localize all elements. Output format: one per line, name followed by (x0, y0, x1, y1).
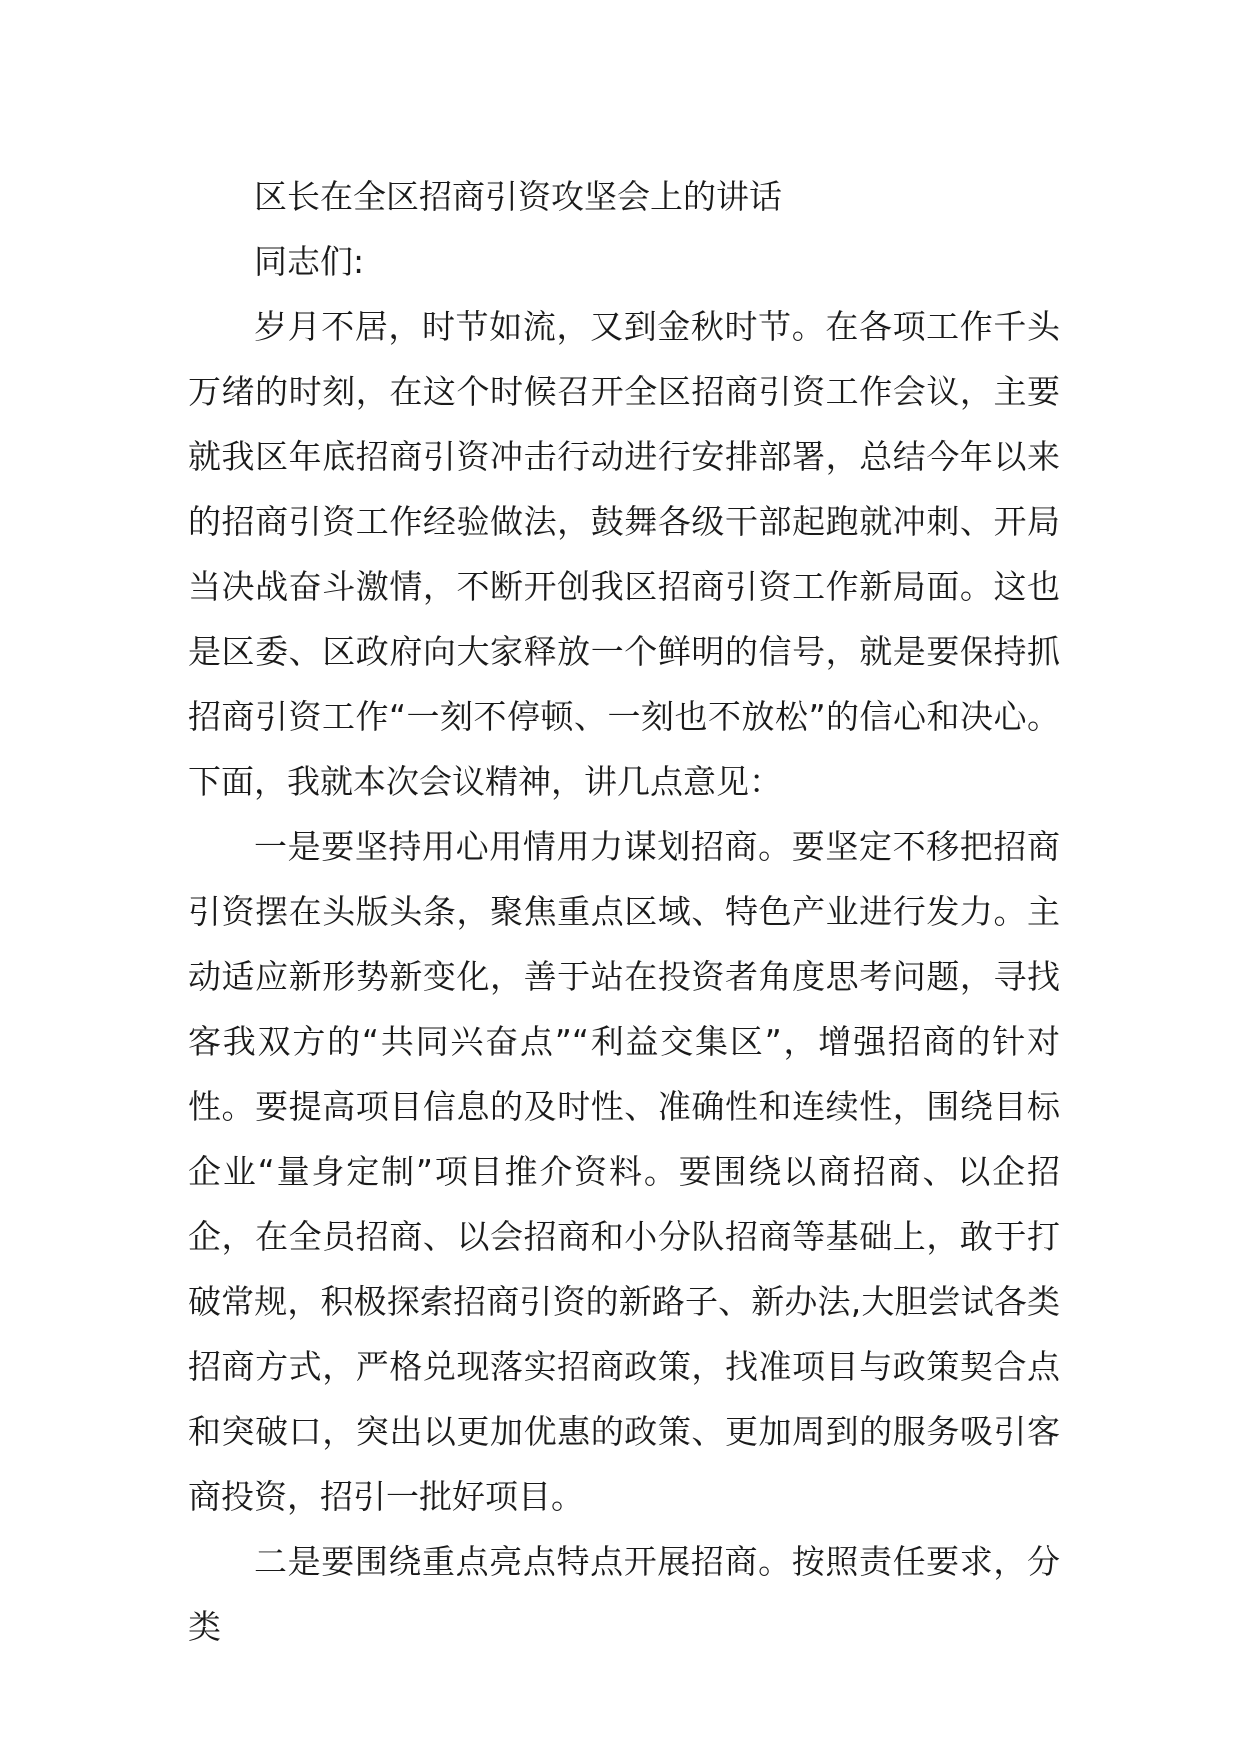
paragraph-intro: 岁月不居，时节如流，又到金秋时节。在各项工作千头万绪的时刻，在这个时候召开全区招商引资工作会议，主要就我区年底招商引资冲击行动进行安排部署，总结今年以来的招商引资工作经验做法，鼓舞各级干部起跑就冲刺、开局当决战奋斗激情，不断开创我区招商引资工作新局面。这也是区委、区政府向大家释放一个鲜明的信号，就是要保持抓招商引资工作“一刻不停顿、一刻也不放松”的信心和决心。下面，我就本次会议精神，讲几点意见： (188, 307, 1060, 801)
document-title: 区长在全区招商引资攻坚会上的讲话 (254, 177, 782, 216)
paragraph-point-two: 二是要围绕重点亮点特点开展招商。按照责任要求，分类 (188, 1542, 1060, 1646)
document-page (188, 164, 1060, 1659)
paragraph-point-one: 一是要坚持用心用情用力谋划招商。要坚定不移把招商引资摆在头版头条，聚焦重点区域、特色产业进行发力。主动适应新形势新变化，善于站在投资者角度思考问题，寻找客我双方的“共同兴奋点”“利益交集区”，增强招商的针对性。要提高项目信息的及时性、准确性和连续性，围绕目标企业“量身定制”项目推介资料。要围绕以商招商、以企招企，在全员招商、以会招商和小分队招商等基础上，敢于打破常规，积极探索招商引资的新路子、新办法,大胆尝试各类招商方式，严格兑现落实招商政策，找准项目与政策契合点和突破口，突出以更加优惠的政策、更加周到的服务吸引客商投资，招引一批好项目。 (188, 827, 1060, 1516)
salutation: 同志们: (254, 242, 365, 281)
